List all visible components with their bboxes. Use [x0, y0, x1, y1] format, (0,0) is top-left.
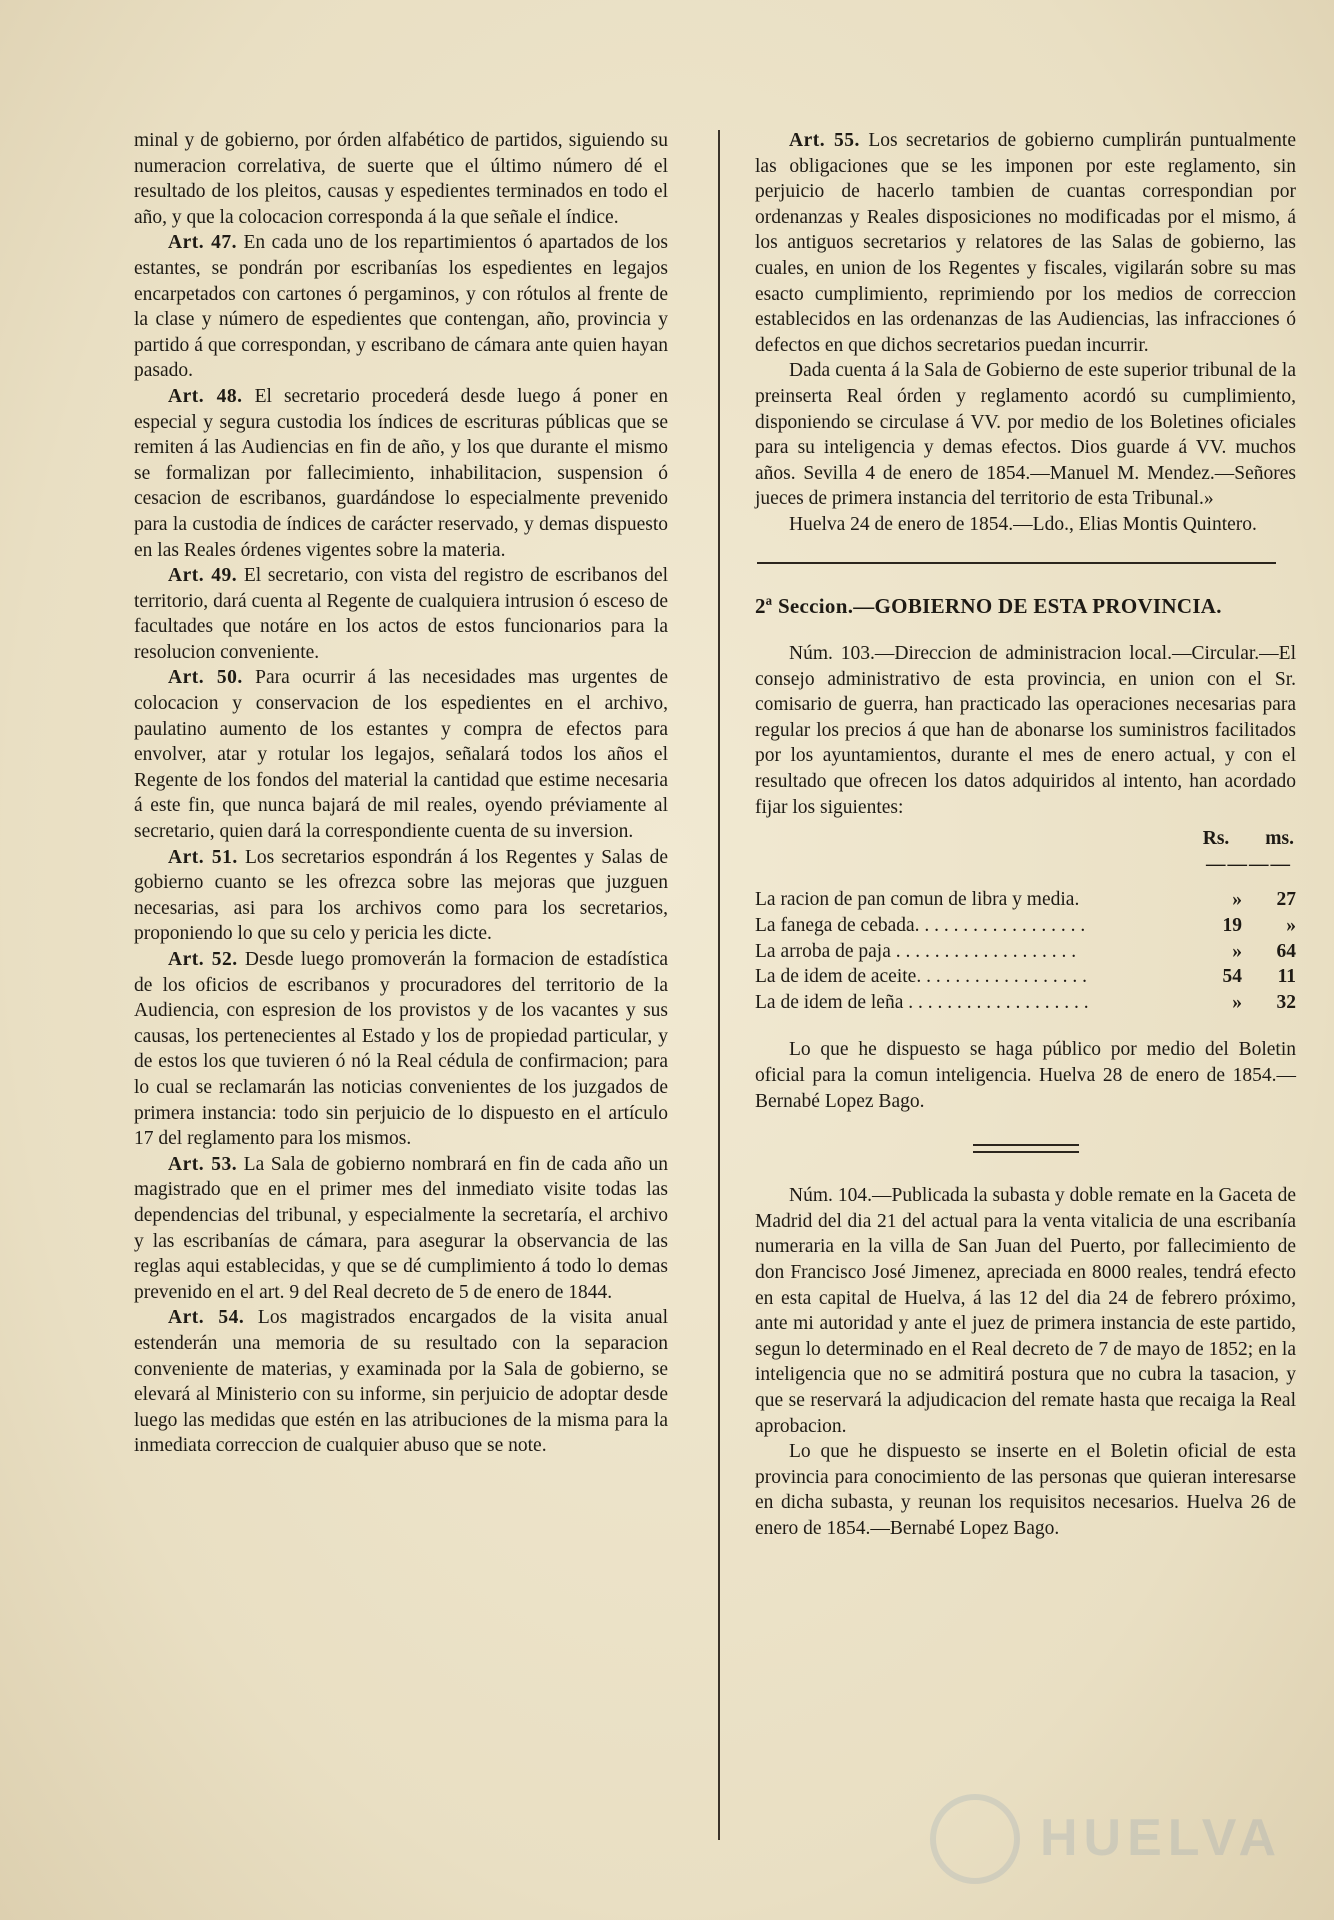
- article-text: Los magistrados encargados de la visita anual estenderán una memoria de su resultado con la separacion conveniente de materias, y examinada por la Sala de gobierno, se elevará al Ministerio con su informe, sin perjuicio de adoptar desde luego las medidas que estén en las atribuciones de la misma para la inmediata correccion de cualquier abuso que se note.: [134, 1307, 668, 1457]
- article-53: [134, 1152, 668, 1306]
- article-55: [755, 128, 1296, 358]
- article-text: El secretario, con vista del registro de escribanos del territorio, dará cuenta al Regente de cualquiera intrusion ó esceso de facultades que notáre en los actos de estos funcionarios para la resolucion conveniente.: [134, 565, 669, 663]
- row-label: La racion de pan comun de libra y media.: [755, 889, 1080, 911]
- table-row: [755, 887, 1296, 913]
- article-number: Art. 49.: [168, 565, 238, 587]
- table-row: [755, 964, 1296, 990]
- column-divider: [718, 130, 720, 1840]
- article-number: Art. 52.: [168, 949, 238, 970]
- row-label: La fanega de cebada. . . . . . . . . . . . . . . . . .: [755, 915, 1086, 937]
- table-row: [755, 913, 1296, 939]
- article-number: Art. 55.: [789, 130, 860, 151]
- header-dash: ————: [1206, 853, 1292, 875]
- article-text: El secretario procederá desde luego á poner en especial y segura custodia los índices de escrituras públicas que se remiten á las Audiencias en fin de año, y los que durante el mismo se formalizan por fallecimiento, inhabilitacion, suspension ó cesacion de escribanos, guardándose lo especialmente prevenido para la custodia de índices de carácter reservado, y demas dispuesto en las Reales órdenes vigentes sobre la materia.: [134, 385, 669, 561]
- article-text: Los secretarios de gobierno cumplirán puntualmente las obligaciones que se les imponen por este reglamento, sin perjuicio de hacerlo tambien de cuantas correspondian por ordenanzas y Reales disposiciones no modificadas por el mismo, á los antiguos secretarios y relatores de las Salas de gobierno, las cuales, en union de los Regentes y fiscales, vigilarán sobre su mas esacto cumplimiento, reprimiendo por los medios de correccion establecidos en las ordenanzas de las Audiencias, las infracciones ó defectos en que dichos secretarios puedan incurrir.: [755, 130, 1296, 356]
- library-watermark: [930, 1790, 1283, 1880]
- paragraph-continuation: minal y de gobierno, por órden alfabético de partidos, siguiendo su numeracion correlativa, de suerte que el último número dé el resultado de los pleitos, causas y espedientes terminados en todo el año, y que la colocacion corresponda á la que señale el índice.: [134, 130, 668, 228]
- article-49: [134, 563, 668, 665]
- article-number: Art. 48.: [168, 385, 243, 407]
- article-number: Art. 47.: [168, 232, 237, 254]
- separator-rule: [973, 1144, 1079, 1153]
- article-number: Art. 54.: [168, 1307, 245, 1329]
- row-maravedis: »: [1286, 915, 1296, 937]
- table-row: [755, 939, 1296, 965]
- row-label: La de idem de leña . . . . . . . . . . . . . . . . . . .: [755, 991, 1089, 1013]
- article-number: Art. 53.: [168, 1153, 238, 1175]
- closing-paragraph: Dada cuenta á la Sala de Gobierno de este superior tribunal de la preinserta Real órden y reglamento acordó su cumplimiento, disponiendo se circulase á VV. por medio de los Boletines oficiales para su inteligencia y demas efectos. Dios guarde á VV. muchos años. Sevilla 4 de enero de 1854.—Manuel M. Mendez.—Señores jueces de primera instancia del territorio de esta Tribunal.»: [755, 360, 1296, 510]
- header-reales: Rs.: [1202, 828, 1230, 850]
- watermark-text: HUELVA: [1040, 1809, 1283, 1867]
- right-column: [755, 128, 1296, 1542]
- row-maravedis: 64: [1276, 940, 1296, 962]
- article-text: Desde luego promoverán la formacion de estadística de los oficios de escribanos y procuradores del territorio de la Audiencia, con espresion de los provistos y de los vacantes y sus causas, los pertenecientes al Estado y los de propiedad particular, y de estos los que tuvieren ó nó la Real cédula de confirmacion; para lo cual se reclamarán las noticias convenientes de los juzgados de primera instancia: todo sin perjuicio de lo dispuesto en el artículo 17 del reglamento para los mismos.: [134, 949, 669, 1150]
- row-reales: »: [1232, 940, 1242, 962]
- section-heading: 2ª Seccion.—GOBIERNO DE ESTA PROVINCIA.: [755, 593, 1222, 618]
- article-text: En cada uno de los repartimientos ó apartados de los estantes, se pondrán por escribanías los espedientes en legajos encarpetados con cartones ó pergaminos, y con rótulos al frente de la clase y número de espedientes que contengan, año, provincia y partido á que correspondan, y escribano de cámara ante quien hayan pasado.: [134, 232, 669, 382]
- notice-104-closing: Lo que he dispuesto se inserte en el Boletin oficial de esta provincia para conocimiento de las personas que quieran interesarse en dicha subasta, y reunan los requisitos necesarios. Huelva 26 de enero de 1854.—Bernabé Lopez Bago.: [755, 1441, 1296, 1539]
- row-maravedis: 11: [1277, 966, 1296, 988]
- row-maravedis: 27: [1276, 889, 1296, 911]
- article-52: [134, 947, 668, 1152]
- notice-103: Núm. 103.—Direccion de administracion local.—Circular.—El consejo administrativo de esta provincia, en union con el Sr. comisario de guerra, han practicado las operaciones necesarias para regular los precios á que han de abonarse los suministros facilitados por los ayuntamientos, durante el mes de enero actual, y con el resultado que ofrecen los datos adquiridos al intento, han acordado fijar los siguientes:: [755, 643, 1296, 818]
- row-reales: 54: [1222, 966, 1242, 988]
- dateline-signature: Huelva 24 de enero de 1854.—Ldo., Elias Montis Quintero.: [789, 513, 1257, 535]
- article-51: [134, 845, 668, 947]
- row-label: La de idem de aceite. . . . . . . . . . . . . . . . . .: [755, 966, 1087, 988]
- row-reales: 19: [1222, 915, 1242, 937]
- price-table-header: [755, 826, 1296, 852]
- article-48: [134, 384, 668, 563]
- article-text: Para ocurrir á las necesidades mas urgentes de colocacion y conservacion de los espedientes en el archivo, paulatino aumento de los estantes y compra de efectos para envolver, atar y rotular los legajos, señalará todos los años el Regente de los fondos del material la cantidad que estime necesaria á este fin, que nunca bajará de mil reales, oyendo préviamente al secretario, quien dará la correspondiente cuenta de su inversion.: [134, 667, 669, 843]
- notice-104: Núm. 104.—Publicada la subasta y doble remate en la Gaceta de Madrid del dia 21 del actual para la venta vitalicia de una escribanía numeraria en la villa de San Juan del Puerto, por fallecimiento de don Francisco José Jimenez, apreciada en 8000 reales, tendrá efecto en esta capital de Huelva, á las 12 del dia 24 de febrero próximo, ante mi autoridad y ante el juez de primera instancia de este partido, segun lo determinado en el Real decreto de 7 de mayo de 1852; en la inteligencia que no se admitirá postura que no cubra la tasacion, y que se reservará la adjudicacion del remate hasta que recaiga la Real aprobacion.: [755, 1185, 1296, 1437]
- price-table: [755, 826, 1296, 1015]
- row-reales: »: [1232, 991, 1242, 1013]
- watermark-seal-icon: [930, 1794, 1020, 1884]
- article-number: Art. 50.: [168, 667, 243, 689]
- notice-103-closing: Lo que he dispuesto se haga público por medio del Boletin oficial para la comun inteligencia. Huelva 28 de enero de 1854.—Bernabé Lopez Bago.: [755, 1039, 1296, 1112]
- header-maravedis: ms.: [1265, 828, 1294, 850]
- article-text: La Sala de gobierno nombrará en fin de cada año un magistrado que en el primer mes del inmediato visite todas las dependencias del tribunal, y especialmente la secretaría, el archivo y las escribanías de cámara, para asegurar la observancia de las reglas aqui establecidas, y que se dé cumplimiento á todo lo demas prevenido en el art. 9 del Real decreto de 5 de enero de 1844.: [134, 1153, 669, 1303]
- row-label: La arroba de paja . . . . . . . . . . . . . . . . . . .: [755, 940, 1077, 962]
- row-reales: »: [1232, 889, 1242, 911]
- article-47: [134, 230, 668, 384]
- article-number: Art. 51.: [168, 846, 238, 868]
- row-maravedis: 32: [1276, 991, 1296, 1013]
- table-row: [755, 990, 1296, 1016]
- article-text: Los secretarios espondrán á los Regentes y Salas de gobierno cuanto se les ofrezca sobre las mejoras que juzguen necesarias, asi para los archivos como para los secretarios, proponiendo lo que su celo y pericia les dicte.: [134, 846, 669, 945]
- left-column: [134, 128, 668, 1459]
- section-rule: [757, 562, 1276, 564]
- article-54: [134, 1305, 668, 1459]
- article-50: [134, 665, 668, 844]
